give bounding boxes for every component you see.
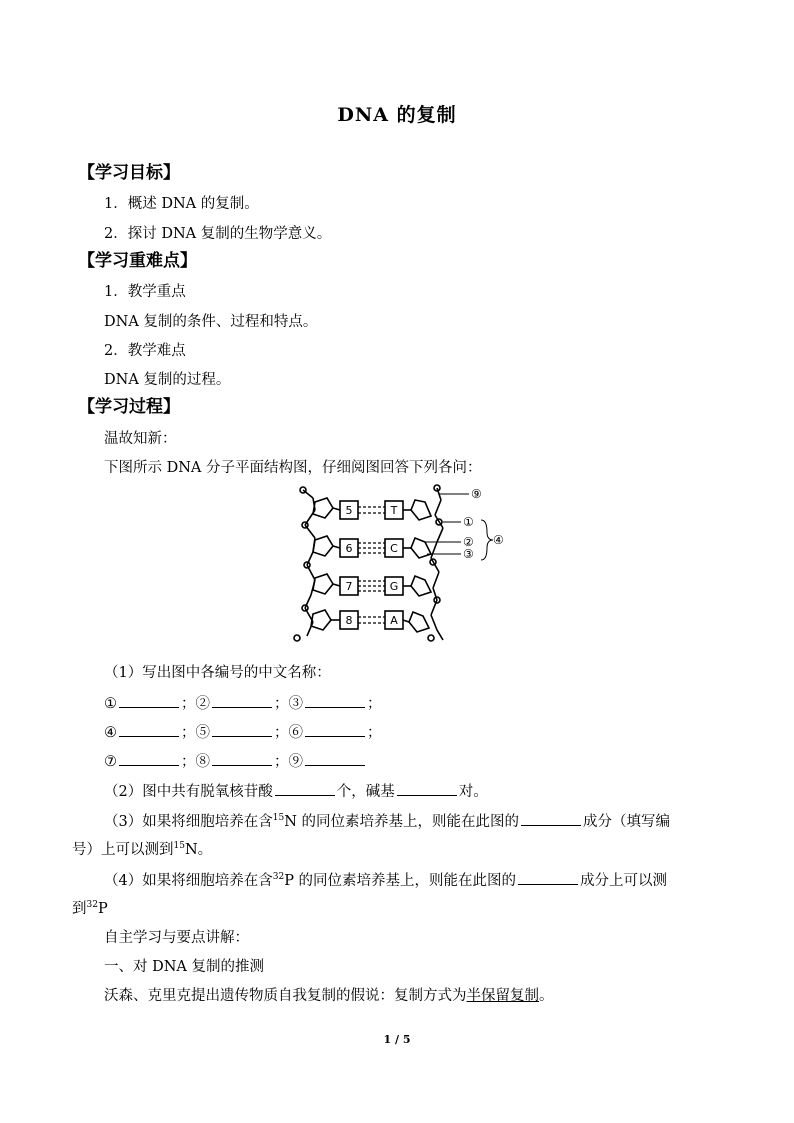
key-point-label: 1．教学重点	[104, 284, 186, 300]
hypothesis-part: 。	[539, 988, 554, 1004]
answer-row-1	[104, 693, 382, 714]
isotope-superscript: 32	[86, 900, 98, 910]
q3-text: N 的同位素培养基上，则能在此图的	[284, 814, 519, 830]
q4-text: 成分上可以测	[580, 873, 668, 889]
q3-text: N。	[184, 842, 213, 858]
key-heading: 【学习重难点】	[78, 251, 197, 271]
callout-1: ①	[463, 515, 474, 529]
label-7: ⑦	[104, 754, 117, 770]
hypothesis-part: 沃森、克里克提出遗传物质自我复制的假说：复制方式为	[104, 988, 467, 1004]
label-6: ；⑥	[274, 725, 303, 741]
callout-3: ③	[463, 547, 474, 561]
q3-text: （3）如果将细胞培养在含	[104, 814, 273, 830]
answer-blank[interactable]	[397, 781, 457, 796]
q2-text: 个，碱基	[336, 784, 395, 800]
label-3: ；③	[274, 696, 303, 712]
base-label: T	[390, 504, 398, 517]
answer-blank[interactable]	[212, 751, 272, 766]
q4-text: 到	[72, 901, 87, 917]
isotope-superscript: 15	[272, 813, 285, 823]
callout-4: ④	[493, 533, 504, 547]
answer-row-3	[104, 751, 367, 772]
q2-text: 对。	[458, 784, 488, 800]
goal-item-1: 1．概述 DNA 的复制。	[104, 196, 259, 212]
difficulty-text: DNA 复制的过程。	[104, 372, 231, 388]
section-1-title: 一、对 DNA 复制的推测	[104, 959, 265, 975]
callout-2: ②	[463, 535, 474, 549]
question-1: （1）写出图中各编号的中文名称：	[104, 665, 331, 681]
separator: ；	[367, 696, 382, 712]
label-2: ；②	[181, 696, 210, 712]
base-label: C	[390, 542, 398, 555]
answer-blank[interactable]	[518, 870, 578, 885]
isotope-superscript: 32	[272, 872, 285, 882]
label-8: ；⑧	[181, 754, 210, 770]
answer-blank[interactable]	[119, 693, 179, 708]
q4-text: （4）如果将细胞培养在含	[104, 873, 273, 889]
isotope-superscript: 15	[173, 841, 185, 851]
question-4-line-1	[104, 870, 667, 891]
question-3-line-1	[104, 811, 670, 832]
review-label: 温故知新：	[104, 431, 177, 447]
question-2	[104, 781, 488, 802]
q3-text: 号）上可以测到	[72, 842, 174, 858]
q4-text: P	[97, 901, 108, 917]
answer-blank[interactable]	[119, 722, 179, 737]
goal-item-2: 2．探讨 DNA 复制的生物学意义。	[104, 226, 332, 242]
callout-9: ⑨	[471, 487, 482, 501]
figure-intro: 下图所示 DNA 分子平面结构图，仔细阅图回答下列各问：	[104, 460, 482, 476]
label-5: ；⑤	[181, 725, 210, 741]
answer-blank[interactable]	[521, 811, 581, 826]
answer-row-2	[104, 722, 382, 743]
q3-text: 成分（填写编	[582, 814, 670, 830]
answer-blank[interactable]	[305, 751, 365, 766]
hypothesis-text	[104, 986, 554, 1006]
answer-blank[interactable]	[305, 693, 365, 708]
base-label: 8	[345, 614, 353, 627]
page-title: DNA 的复制	[337, 104, 457, 126]
page-number: 1 / 5	[383, 1033, 411, 1046]
question-3-line-2	[72, 840, 212, 860]
base-label: 5	[345, 504, 353, 517]
answer-blank[interactable]	[275, 781, 335, 796]
answer-blank[interactable]	[119, 751, 179, 766]
semi-conservative-term: 半保留复制	[466, 988, 539, 1004]
difficulty-label: 2．教学难点	[104, 343, 186, 359]
separator: ；	[367, 725, 382, 741]
process-heading: 【学习过程】	[78, 397, 180, 417]
label-1: ①	[104, 696, 117, 712]
q2-text: （2）图中共有脱氧核苷酸	[104, 784, 273, 800]
goals-heading: 【学习目标】	[78, 163, 180, 183]
label-4: ④	[104, 725, 117, 741]
question-4-line-2	[72, 899, 108, 919]
base-label: A	[390, 614, 398, 627]
answer-blank[interactable]	[212, 722, 272, 737]
self-study-heading: 自主学习与要点讲解：	[104, 930, 249, 946]
label-9: ；⑨	[274, 754, 303, 770]
q4-text: P 的同位素培养基上，则能在此图的	[284, 873, 517, 889]
base-label: 6	[345, 542, 353, 555]
answer-blank[interactable]	[305, 722, 365, 737]
base-label: 7	[345, 580, 353, 593]
dna-structure-figure	[285, 480, 510, 645]
answer-blank[interactable]	[212, 693, 272, 708]
base-label: G	[389, 580, 399, 593]
key-point-text: DNA 复制的条件、过程和特点。	[104, 314, 318, 330]
